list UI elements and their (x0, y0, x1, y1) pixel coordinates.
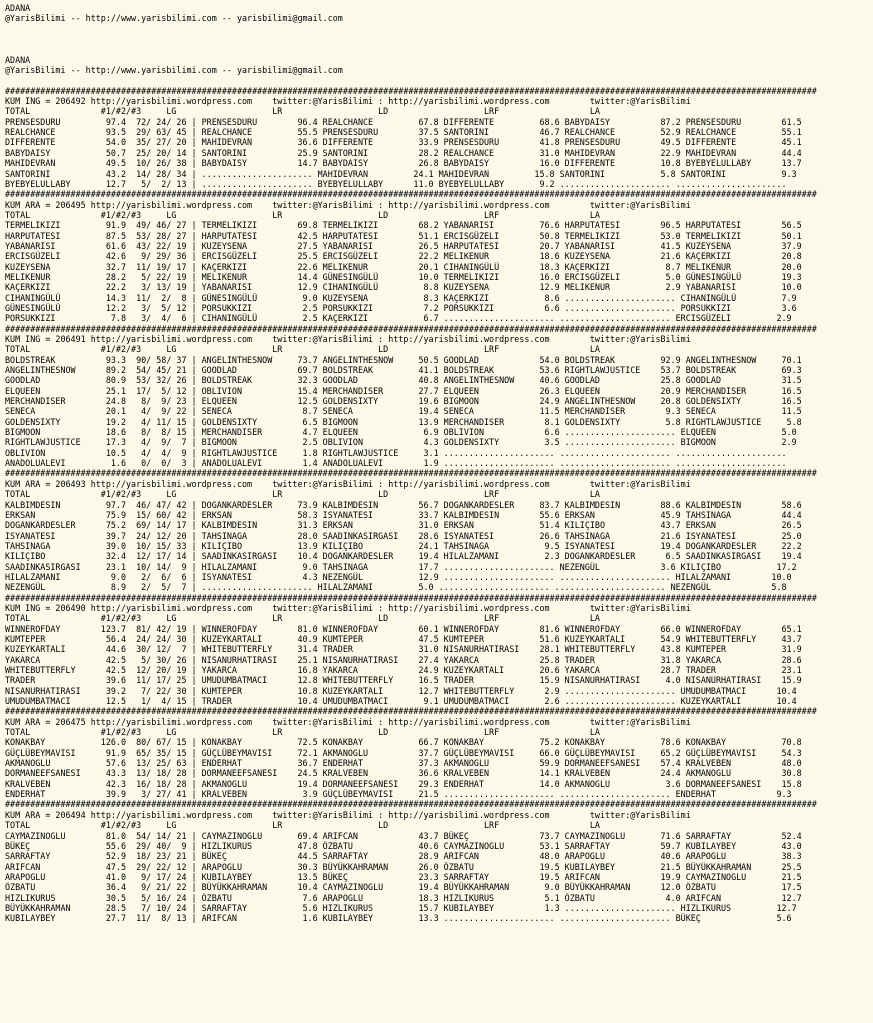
text-line: ADANA (5, 54, 31, 65)
text-line: ANADOLUALEVI 1.6 0/ 0/ 3 | ANADOLUALEVI 1.4 ANADOLUALEVI 1.9 ...................... ...................... ...................... (5, 458, 787, 469)
text-line: ERKSAN 75.9 15/ 60/ 42 | ERKSAN 58.3 ISYANATESI 33.7 KALBIMDESIN 55.6 ERKSAN 45.9 TAHSINAGA 44.4 (5, 509, 802, 520)
text-line: NISANURHATIRASI 39.2 7/ 22/ 30 | KUMTEPER 10.8 KUZEYKARTALI 12.7 WHITEBUTTERFLY 2.9 ...................... UMUDUMBATMACI 10.4 (5, 685, 797, 696)
text-line: SENECA 20.1 4/ 9/ 22 | SENECA 8.7 SENECA 19.4 SENECA 11.5 MERCHANDISER 9.3 SENECA 11.5 (5, 406, 802, 417)
text-line: YAKARCA 42.5 5/ 30/ 26 | NISANURHATIRASI 25.1 NISANURHATIRASI 27.4 YAKARCA 25.8 TRADER 31.8 YAKARCA 28.6 (5, 654, 802, 665)
text-line: KUZEYKARTALI 44.6 30/ 12/ 7 | WHITEBUTTERFLY 31.4 TRADER 31.0 NISANURHATIRASI 28.1 WHITEBUTTERFLY 43.8 KUMTEPER 31.9 (5, 644, 802, 655)
text-line: MAHIDEVRAN 49.5 10/ 26/ 38 | BABYDAISY 14.7 BABYDAISY 26.8 BABYDAISY 16.0 DIFFERENTE 10.8 BYEBYELULLABY 13.7 (5, 158, 802, 169)
text-line: TOTAL #1/#2/#3 LG LR LD LRF LA (5, 344, 600, 355)
text-line: KUM ING = 206491 http://yarisbilimi.wordpress.com twitter:@YarisBilimi : http://yarisbilimi.wordpress.com twitter:@YarisBilimi (5, 334, 691, 344)
text-line: ARAPOGLU 41.0 9/ 17/ 24 | KUBILAYBEY 13.5 BÜKEÇ 23.3 SARRAFTAY 19.5 ARIFCAN 19.9 CAYMAZINOGLU 21.5 (5, 871, 802, 882)
text-line: TERMELIKIZI 91.9 49/ 46/ 27 | TERMELIKIZI 69.8 TERMELIKIZI 68.2 YABANARISI 76.6 HARPUTATESI 96.5 HARPUTATESI 56.5 (5, 220, 802, 231)
text-line: KUM ING = 206492 http://yarisbilimi.wordpress.com twitter:@YarisBilimi : http://yarisbilimi.wordpress.com twitter:@YarisBilimi (5, 96, 691, 107)
text-line: KUM ARA = 206495 http://yarisbilimi.wordpress.com twitter:@YarisBilimi : http://yarisbilimi.wordpress.com twitter:@YarisBilimi (5, 199, 691, 210)
text-line: ################################################################################################################################################################# (5, 468, 817, 479)
text-line: BABYDAISY 50.7 25/ 20/ 14 | SANTORINI 25.9 SANTORINI 28.2 REALCHANCE 31.0 MAHIDEVRAN 22.9 MAHIDEVRAN 44.4 (5, 147, 802, 158)
text-line: GOLDENSIXTY 19.2 4/ 11/ 15 | GOLDENSIXTY 6.5 BIGMOON 13.9 MERCHANDISER 8.1 GOLDENSIXTY 5.8 RIGHTLAWJUSTICE 5.8 (5, 416, 802, 427)
text-line: ################################################################################################################################################################# (5, 706, 817, 717)
text-line: TOTAL #1/#2/#3 LG LR LD LRF LA (5, 820, 600, 831)
text-line: SAADINKASIRGASI 23.1 10/ 14/ 9 | HILALZAMANI 9.0 TAHSINAGA 17.7 ...................... NEZENGÜL 3.6 KILIÇIBO 17.2 (5, 561, 797, 572)
text-line: @YarisBilimi -- http://www.yarisbilimi.com -- yarisbilimi@gmail.com (5, 65, 343, 76)
text-line: GÜÇLÜBEYMAVISI 91.9 65/ 35/ 15 | GÜÇLÜBEYMAVISI 72.1 AKMANOGLU 37.7 GÜÇLÜBEYMAVISI 66.0 GÜÇLÜBEYMAVISI 65.2 GÜÇLÜBEYMAVISI 54.3 (5, 747, 802, 758)
text-line: BIGMOON 18.6 8/ 8/ 15 | MERCHANDISER 4.7 ELQUEEN 6.9 OBLIVION 6.6 ...................... ELQUEEN 5.0 (5, 427, 797, 438)
text-line: BÜYÜKKAHRAMAN 28.5 7/ 10/ 24 | SARRAFTAY 5.6 HIZLIKURUS 15.7 KUBILAYBEY 1.3 ...................... HIZLIKURUS 12.7 (5, 902, 797, 913)
text-line: RIGHTLAWJUSTICE 17.3 4/ 9/ 7 | BIGMOON 2.5 OBLIVION 4.3 GOLDENSIXTY 3.5 ...................... BIGMOON 2.9 (5, 437, 797, 448)
text-line: WHITEBUTTERFLY 42.5 12/ 20/ 19 | YAKARCA 16.8 YAKARCA 24.9 KUZEYKARTALI 20.6 YAKARCA 28.7 TRADER 23.1 (5, 665, 802, 675)
text-line: KUM ARA = 206494 http://yarisbilimi.wordpress.com twitter:@YarisBilimi : http://yarisbilimi.wordpress.com twitter:@YarisBilimi (5, 809, 691, 820)
text-line: KUM ING = 206490 http://yarisbilimi.wordpress.com twitter:@YarisBilimi : http://yarisbilimi.wordpress.com twitter:@YarisBilimi (5, 602, 691, 613)
text-line (5, 44, 873, 54)
text-line: ARIFCAN 47.5 29/ 22/ 12 | ARAPOGLU 30.3 BÜYÜKKAHRAMAN 26.0 ÖZBATU 19.5 KUBILAYBEY 21.5 BÜYÜKKAHRAMAN 25.5 (5, 861, 802, 872)
text-line: WINNEROFDAY 123.7 81/ 42/ 19 | WINNEROFDAY 81.0 WINNEROFDAY 60.1 WINNEROFDAY 81.6 WINNEROFDAY 66.0 WINNEROFDAY 65.1 (5, 623, 802, 634)
text-line: ################################################################################################################################################################# (5, 85, 817, 96)
text-line: KUMTEPER 56.4 24/ 24/ 30 | KUZEYKARTALI 40.9 KUMTEPER 47.5 KUMTEPER 51.6 KUZEYKARTALI 54.9 WHITEBUTTERFLY 43.7 (5, 633, 802, 644)
text-line: PRENSESDURU 97.4 72/ 24/ 26 | PRENSESDURU 96.4 REALCHANCE 67.8 DIFFERENTE 68.6 BABYDAISY 87.2 PRENSESDURU 61.5 (5, 116, 802, 127)
text-line (5, 24, 873, 34)
text-line: CAYMAZINOGLU 81.0 54/ 14/ 21 | CAYMAZINOGLU 69.4 ARIFCAN 43.7 BÜKEÇ 73.7 CAYMAZINOGLU 71.6 SARRAFTAY 52.4 (5, 830, 802, 841)
text-line: @YarisBilimi -- http://www.yarisbilimi.com -- yarisbilimi@gmail.com (5, 13, 343, 24)
text-line: ENDERHAT 39.9 3/ 27/ 41 | KRALVEBEN 3.9 GÜÇLÜBEYMAVISI 21.5 ...................... ...................... ENDERHAT 9.3 (5, 789, 792, 800)
text-line: NEZENGÜL 8.9 2/ 5/ 7 | ...................... HILALZAMANI 5.0 ...................... ...................... NEZENGÜL 5.8 (5, 582, 787, 593)
text-line: BYEBYELULLABY 12.7 5/ 2/ 13 | ...................... BYEBYELULLABY 11.0 BYEBYELULLABY 9.2 ...................... ...................... (5, 178, 787, 189)
text-line: DOGANKARDESLER 75.2 69/ 14/ 17 | KALBIMDESIN 31.3 ERKSAN 31.0 ERKSAN 51.4 KILIÇIBO 43.7 ERKSAN 26.5 (5, 520, 802, 531)
text-line: UMUDUMBATMACI 12.5 1/ 4/ 15 | TRADER 10.4 UMUDUMBATMACI 9.1 UMUDUMBATMACI 2.6 ...................... KUZEYKARTALI 10.4 (5, 696, 797, 707)
text-line: ADANA (5, 3, 31, 13)
text-line: HARPUTATESI 87.5 53/ 28/ 27 | HARPUTATESI 42.5 HARPUTATESI 51.1 ERCISGÜZELI 50.8 TERMELIKIZI 53.0 TERMELIKIZI 50.1 (5, 230, 802, 241)
text-line: ISYANATESI 39.7 24/ 12/ 20 | TAHSINAGA 28.0 SAADINKASIRGASI 28.6 ISYANATESI 26.6 TAHSINAGA 21.6 ISYANATESI 25.0 (5, 530, 802, 541)
text-line: GOODLAD 80.9 53/ 32/ 26 | BOLDSTREAK 32.3 GOODLAD 40.8 ANGELINTHESNOW 40.6 GOODLAD 25.8 GOODLAD 31.5 (5, 375, 802, 386)
text-line: KILIÇIBO 32.4 12/ 17/ 14 | SAADINKASIRGASI 10.4 DOGANKARDESLER 19.4 HILALZAMANI 2.3 DOGANKARDESLER 6.5 SAADINKASIRGASI 19.4 (5, 551, 802, 562)
text-line: ################################################################################################################################################################# (5, 189, 817, 200)
text-line: PORSUKKIZI 7.8 3/ 4/ 6 | CIHANINGÜLÜ 2.5 KAÇERKIZI 6.7 ...................... ...................... ERCISGÜZELI 2.9 (5, 313, 792, 324)
text-line: KALBIMDESIN 97.7 46/ 47/ 42 | DOGANKARDESLER 73.9 KALBIMDESIN 56.7 DOGANKARDESLER 83.7 KALBIMDESIN 88.6 KALBIMDESIN 58.6 (5, 499, 802, 510)
text-line: MERCHANDISER 24.8 8/ 9/ 23 | ELQUEEN 12.5 GOLDENSIXTY 19.6 BIGMOON 24.9 ANGELINTHESNOW 20.8 GOLDENSIXTY 16.5 (5, 396, 802, 407)
text-line: ERCISGÜZELI 42.6 9/ 29/ 36 | ERCISGÜZELI 25.5 ERCISGÜZELI 22.2 MELIKENUR 18.6 KUZEYSENA 21.6 KAÇERKIZI 20.8 (5, 251, 802, 262)
text-line: KRALVEBEN 42.3 16/ 18/ 28 | AKMANOGLU 19.4 DORMANEEFSANESI 29.3 ENDERHAT 14.0 AKMANOGLU 3.6 DORMANEEFSANESI 15.8 (5, 778, 802, 789)
text-line: TOTAL #1/#2/#3 LG LR LD LRF LA (5, 489, 600, 500)
text-line: BOLDSTREAK 93.3 90/ 58/ 37 | ANGELINTHESNOW 73.7 ANGELINTHESNOW 50.5 GOODLAD 54.0 BOLDSTREAK 92.9 ANGELINTHESNOW 70.1 (5, 354, 802, 365)
text-line: HILALZAMANI 9.0 2/ 6/ 6 | ISYANATESI 4.3 NEZENGÜL 12.9 ...................... ...................... HILALZAMANI 10.0 (5, 571, 792, 582)
text-line: DIFFERENTE 54.0 35/ 27/ 20 | MAHIDEVRAN 36.6 DIFFERENTE 33.9 PRENSESDURU 41.8 PRENSESDURU 49.5 DIFFERENTE 45.1 (5, 137, 802, 148)
text-line: DORMANEEFSANESI 43.3 13/ 18/ 28 | DORMANEEFSANESI 24.5 KRALVEBEN 36.6 KRALVEBEN 14.1 KRALVEBEN 24.4 AKMANOGLU 30.8 (5, 768, 802, 779)
text-line: KUZEYSENA 32.7 11/ 19/ 17 | KAÇERKIZI 22.6 MELIKENUR 20.1 CIHANINGÜLÜ 18.3 KAÇERKIZI 8.7 MELIKENUR 20.0 (5, 261, 802, 272)
text-line: BÜKEÇ 55.6 29/ 40/ 9 | HIZLIKURUS 47.8 ÖZBATU 40.6 CAYMAZINOGLU 53.1 SARRAFTAY 59.7 KUBILAYBEY 43.0 (5, 840, 802, 851)
text-line: ELQUEEN 25.1 17/ 5/ 12 | OBLIVION 15.4 MERCHANDISER 27.7 ELQUEEN 26.3 ELQUEEN 20.9 MERCHANDISER 16.5 (5, 385, 802, 396)
text-line (5, 75, 873, 85)
text-line: AKMANOGLU 57.6 13/ 25/ 63 | ENDERHAT 36.7 ENDERHAT 37.3 AKMANOGLU 59.9 DORMANEEFSANESI 57.4 KRALVEBEN 48.0 (5, 758, 802, 769)
text-line: TRADER 39.6 11/ 17/ 25 | UMUDUMBATMACI 12.8 WHITEBUTTERFLY 16.5 TRADER 15.9 NISANURHATIRASI 4.0 NISANURHATIRASI 15.9 (5, 675, 802, 686)
text-line: GÜNESINGÜLÜ 12.2 3/ 5/ 12 | PORSUKKIZI 2.5 PORSUKKIZI 7.2 PORSUKKIZI 6.6 ...................... PORSUKKIZI 3.6 (5, 302, 797, 313)
text-line: YABANARISI 61.6 43/ 22/ 19 | KUZEYSENA 27.5 YABANARISI 26.5 HARPUTATESI 20.7 YABANARISI 41.5 KUZEYSENA 37.9 (5, 240, 802, 251)
text-line: TOTAL #1/#2/#3 LG LR LD LRF LA (5, 106, 600, 117)
text-line: ################################################################################################################################################################# (5, 592, 817, 603)
text-line: REALCHANCE 93.5 29/ 63/ 45 | REALCHANCE 55.5 PRENSESDURU 37.5 SANTORINI 46.7 REALCHANCE 52.9 REALCHANCE 55.1 (5, 127, 802, 138)
text-line: ANGELINTHESNOW 89.2 54/ 45/ 21 | GOODLAD 69.7 BOLDSTREAK 41.1 BOLDSTREAK 53.6 RIGHTLAWJUSTICE 53.7 BOLDSTREAK 69.3 (5, 365, 802, 376)
text-line: HIZLIKURUS 30.5 5/ 16/ 24 | ÖZBATU 7.6 ARAPOGLU 18.3 HIZLIKURUS 5.1 ÖZBATU 4.0 ARIFCAN 12.7 (5, 892, 802, 903)
text-line: ################################################################################################################################################################# (5, 323, 817, 334)
text-line: MELIKENUR 28.2 5/ 22/ 19 | MELIKENUR 14.4 GÜNESINGÜLÜ 10.0 TERMELIKIZI 16.0 ERCISGÜZELI 5.0 GÜNESINGÜLÜ 19.3 (5, 271, 802, 282)
text-line: TOTAL #1/#2/#3 LG LR LD LRF LA (5, 727, 600, 738)
text-line: KONAKBAY 126.0 80/ 67/ 15 | KONAKBAY 72.5 KONAKBAY 66.7 KONAKBAY 75.2 KONAKBAY 78.6 KONAKBAY 70.8 (5, 737, 802, 748)
text-line: SANTORINI 43.2 14/ 28/ 34 | ...................... MAHIDEVRAN 24.1 MAHIDEVRAN 15.8 SANTORINI 5.8 SANTORINI 9.3 (5, 168, 797, 179)
text-line: TOTAL #1/#2/#3 LG LR LD LRF LA (5, 613, 600, 624)
text-line: OBLIVION 10.5 4/ 4/ 9 | RIGHTLAWJUSTICE 1.8 RIGHTLAWJUSTICE 3.1 ...................... ...................... ...................... (5, 447, 787, 458)
text-line: ÖZBATU 36.4 9/ 21/ 22 | BÜYÜKKAHRAMAN 10.4 CAYMAZINOGLU 19.4 BÜYÜKKAHRAMAN 9.0 BÜYÜKKAHRAMAN 12.0 ÖZBATU 17.5 (5, 882, 802, 893)
text-line (5, 34, 873, 44)
text-line: TOTAL #1/#2/#3 LG LR LD LRF LA (5, 209, 600, 220)
text-line: ################################################################################################################################################################# (5, 799, 817, 810)
text-line: KUBILAYBEY 27.7 11/ 8/ 13 | ARIFCAN 1.6 KUBILAYBEY 13.3 ...................... ...................... BÜKEÇ 5.6 (5, 913, 792, 924)
text-line: TAHSINAGA 39.0 10/ 15/ 33 | KILIÇIBO 13.9 KILIÇIBO 24.1 TAHSINAGA 9.5 ISYANATESI 19.4 DOGANKARDESLER 22.2 (5, 540, 802, 551)
text-line: KUM ARA = 206493 http://yarisbilimi.wordpress.com twitter:@YarisBilimi : http://yarisbilimi.wordpress.com twitter:@YarisBilimi (5, 478, 691, 489)
text-line: KUM ARA = 206475 http://yarisbilimi.wordpress.com twitter:@YarisBilimi : http://yarisbilimi.wordpress.com twitter:@YarisBilimi (5, 716, 691, 727)
text-line: CIHANINGÜLÜ 14.3 11/ 2/ 8 | GÜNESINGÜLÜ 9.0 KUZEYSENA 8.3 KAÇERKIZI 8.6 ...................... CIHANINGÜLÜ 7.9 (5, 292, 797, 303)
text-line: SARRAFTAY 52.9 18/ 23/ 21 | BÜKEÇ 44.5 SARRAFTAY 28.9 ARIFCAN 48.0 ARAPOGLU 40.6 ARAPOGLU 38.3 (5, 851, 802, 862)
text-line: KAÇERKIZI 22.2 3/ 13/ 19 | YABANARISI 12.9 CIHANINGÜLÜ 8.8 KUZEYSENA 12.9 MELIKENUR 2.9 YABANARISI 10.0 (5, 282, 802, 293)
